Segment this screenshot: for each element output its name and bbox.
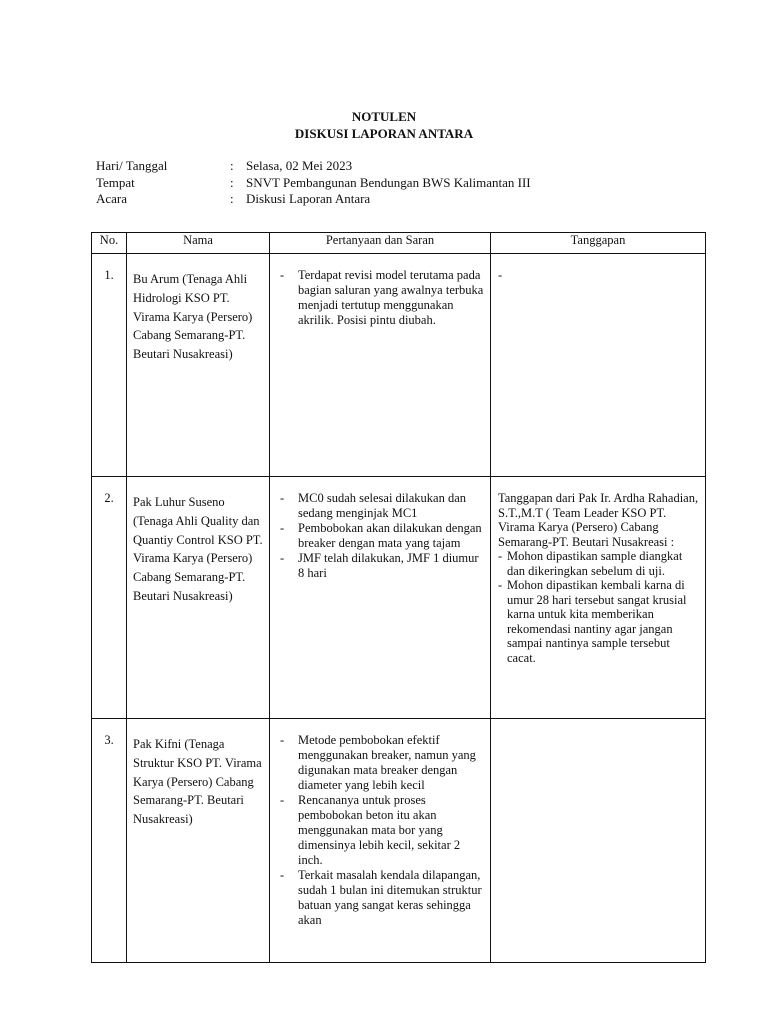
participant-name: Bu Arum (Tenaga Ahli Hidrologi KSO PT. Virama Karya (Persero) Cabang Semarang-PT. Beutari Nusakreasi) bbox=[127, 254, 270, 477]
question-cell bbox=[270, 719, 491, 963]
response-cell bbox=[491, 254, 706, 477]
minutes-table bbox=[91, 232, 706, 963]
question-cell bbox=[270, 477, 491, 719]
question-item: - Terdapat revisi model terutama pada bagian saluran yang awalnya terbuka menjadi tertutup menggunakan akrilik. Posisi pintu diubah. bbox=[276, 268, 486, 328]
question-item: - MC0 sudah selesai dilakukan dan sedang menginjak MC1 bbox=[276, 491, 486, 521]
document-subtitle: DISKUSI LAPORAN ANTARA bbox=[294, 126, 474, 141]
info-value: SNVT Pembangunan Bendungan BWS Kalimantan III bbox=[246, 174, 531, 190]
table-header-row bbox=[92, 233, 706, 254]
response-intro: Tanggapan dari Pak Ir. Ardha Rahadian, S.T.,M.T ( Team Leader KSO PT. Virama Karya (Persero) Cabang Semarang-PT. Beutari Nusakreasi : bbox=[498, 491, 699, 549]
question-item: - Rencananya untuk proses pembobokan beton itu akan menggunakan mata bor yang dimensinya lebih kecil, sekitar 2 inch. bbox=[276, 793, 486, 868]
question-cell bbox=[270, 254, 491, 477]
header-pertanyaan: Pertanyaan dan Saran bbox=[270, 233, 491, 254]
header-tanggapan: Tanggapan bbox=[491, 233, 706, 254]
question-item: - Terkait masalah kendala dilapangan, sudah 1 bulan ini ditemukan struktur batuan yang sangat keras sehingga akan bbox=[276, 868, 486, 928]
meeting-info bbox=[96, 158, 531, 208]
response-cell bbox=[491, 477, 706, 719]
participant-name: Pak Kifni (Tenaga Struktur KSO PT. Virama Karya (Persero) Cabang Semarang-PT. Beutari Nusakreasi) bbox=[127, 719, 270, 963]
info-colon: : bbox=[230, 191, 234, 206]
info-colon: : bbox=[230, 174, 234, 190]
response-cell bbox=[491, 719, 706, 963]
info-label: Hari/ Tanggal bbox=[96, 158, 168, 173]
header-nama: Nama bbox=[127, 233, 270, 254]
info-row-date bbox=[96, 158, 531, 175]
question-item: - Pembobokan akan dilakukan dengan breaker dengan mata yang tajam bbox=[276, 521, 486, 551]
row-number: 2. bbox=[92, 477, 127, 719]
info-colon: : bbox=[230, 158, 234, 173]
info-row-place bbox=[96, 175, 531, 192]
table-row bbox=[92, 254, 706, 477]
document-title: NOTULEN bbox=[351, 109, 417, 124]
empty-response-dash: - bbox=[498, 268, 503, 282]
table-row bbox=[92, 719, 706, 963]
response-item: - Mohon dipastikan sample diangkat dan dikeringkan sebelum di uji. bbox=[498, 549, 701, 578]
question-item: - Metode pembobokan efektif menggunakan breaker, namun yang digunakan mata breaker dengan diameter yang lebih kecil bbox=[276, 733, 486, 793]
question-item: - JMF telah dilakukan, JMF 1 diumur 8 hari bbox=[276, 551, 486, 581]
row-number: 3. bbox=[92, 719, 127, 963]
header-no: No. bbox=[92, 233, 127, 254]
table-row bbox=[92, 477, 706, 719]
participant-name: Pak Luhur Suseno (Tenaga Ahli Quality dan Quantiy Control KSO PT. Virama Karya (Persero) Cabang Semarang-PT. Beutari Nusakreasi) bbox=[127, 477, 270, 719]
response-item: - Mohon dipastikan kembali karna di umur 28 hari tersebut sangat krusial karna untuk kita memberikan rekomendasi nantiny agar jangan sampai nantinya sample tersebut cacat. bbox=[498, 578, 701, 665]
info-label: Acara bbox=[96, 191, 128, 206]
info-value: Selasa, 02 Mei 2023 bbox=[246, 158, 353, 173]
info-label: Tempat bbox=[96, 174, 135, 190]
row-number: 1. bbox=[92, 254, 127, 477]
info-value: Diskusi Laporan Antara bbox=[246, 191, 371, 206]
info-row-agenda bbox=[96, 191, 531, 208]
